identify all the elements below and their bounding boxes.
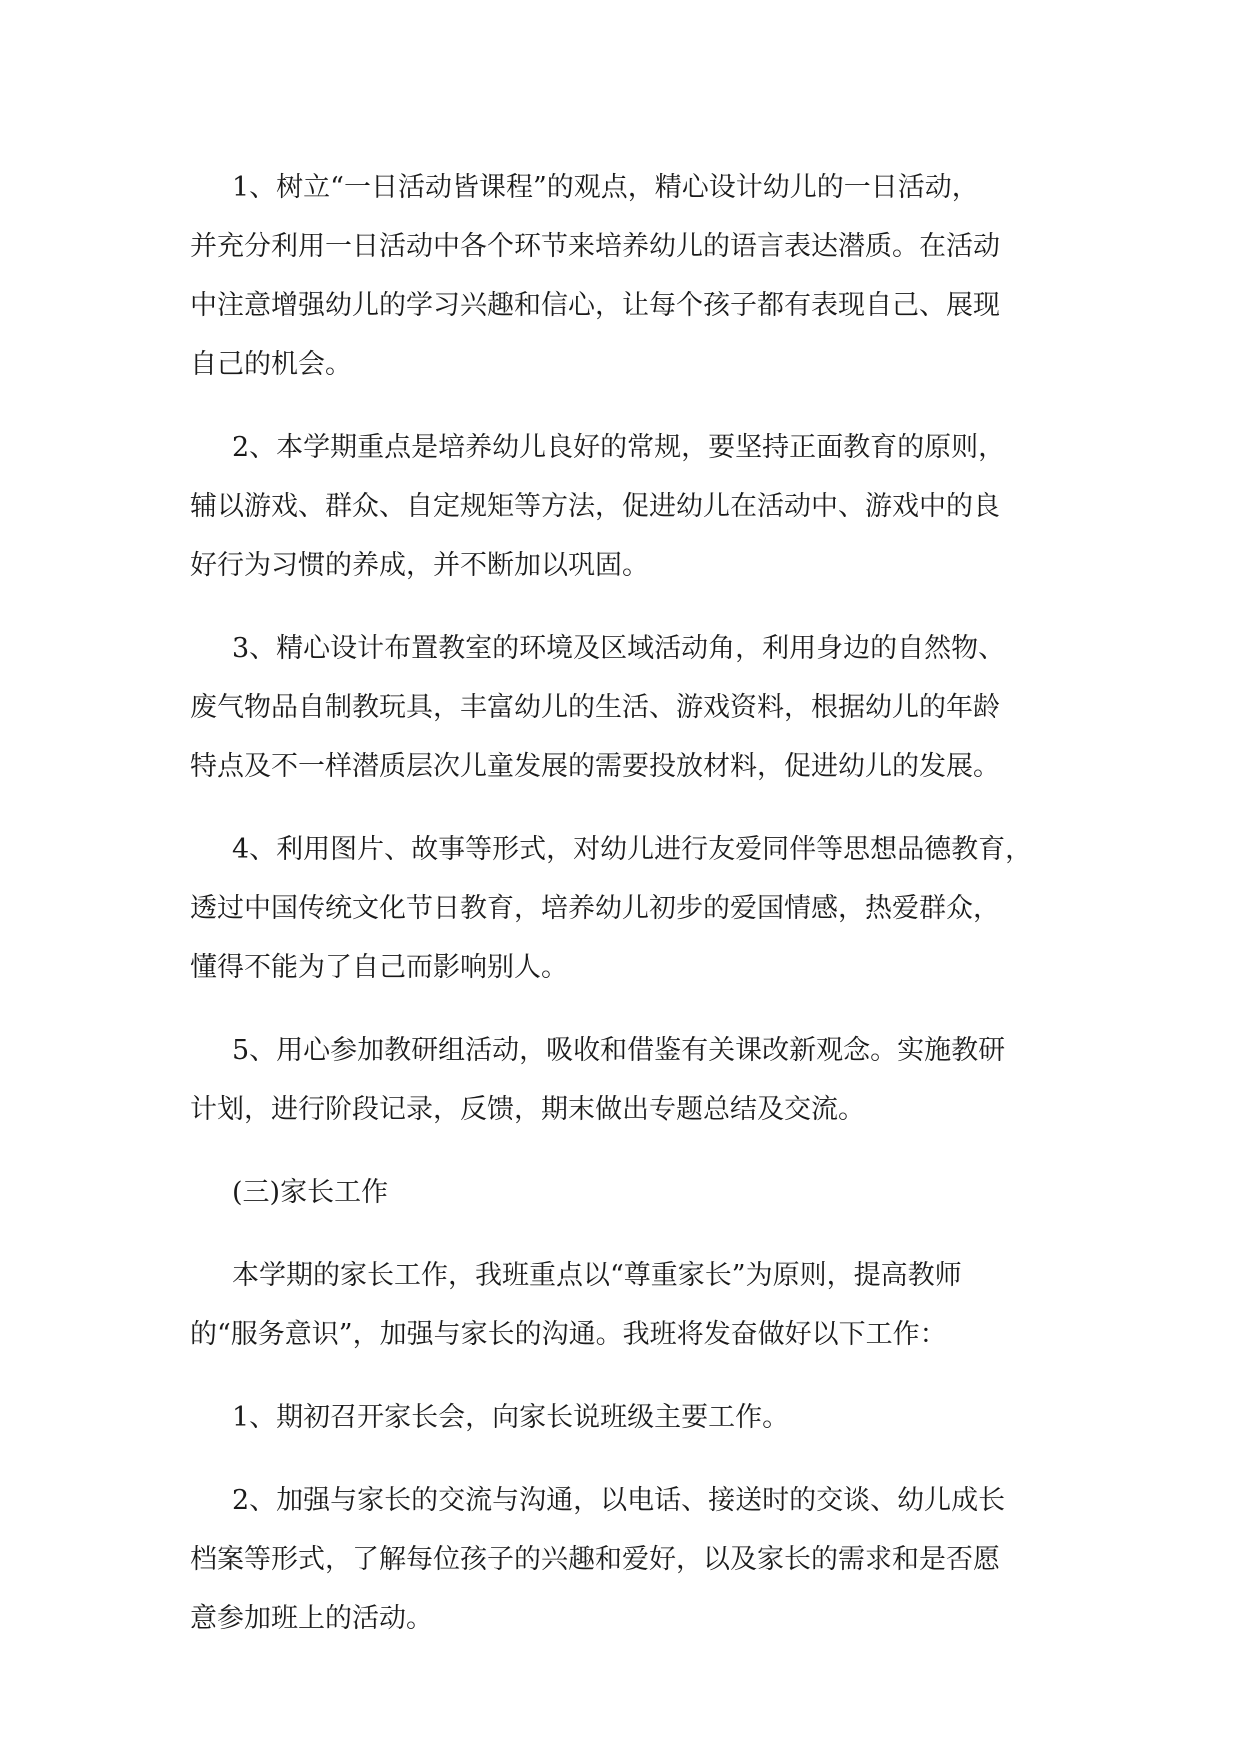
text-line: 本学期的家长工作，我班重点以“尊重家长”为原则，提高教师: [232, 1260, 962, 1291]
section-heading: (三)家长工作: [232, 1177, 389, 1208]
text-line: 好行为习惯的养成，并不断加以巩固。: [190, 550, 649, 581]
text-line: 2、本学期重点是培养幼儿良好的常规，要坚持正面教育的原则，: [232, 432, 1006, 463]
text-line: 1、期初召开家长会，向家长说班级主要工作。: [232, 1402, 790, 1433]
text-line: 计划，进行阶段记录，反馈，期末做出专题总结及交流。: [190, 1094, 865, 1125]
text-line: 3、精心设计布置教室的环境及区域活动角，利用身边的自然物、: [232, 633, 1006, 664]
text-line: 1、树立“一日活动皆课程”的观点，精心设计幼儿的一日活动，: [232, 172, 979, 203]
text-line: 透过中国传统文化节日教育，培养幼儿初步的爱国情感，热爱群众，: [190, 893, 1000, 924]
text-line: 的“服务意识”，加强与家长的沟通。我班将发奋做好以下工作：: [190, 1319, 947, 1350]
text-line: 懂得不能为了自己而影响别人。: [190, 952, 568, 983]
text-line: 自己的机会。: [190, 349, 352, 380]
text-line: 意参加班上的活动。: [190, 1603, 433, 1634]
text-line: 2、加强与家长的交流与沟通，以电话、接送时的交谈、幼儿成长: [232, 1485, 1006, 1516]
text-line: 并充分利用一日活动中各个环节来培养幼儿的语言表达潜质。在活动: [190, 231, 1000, 262]
document-body: [190, 158, 1070, 1648]
text-line: 5、用心参加教研组活动，吸收和借鉴有关课改新观念。实施教研: [232, 1035, 1006, 1066]
text-line: 特点及不一样潜质层次儿童发展的需要投放材料，促进幼儿的发展。: [190, 751, 1000, 782]
text-line: 4、利用图片、故事等形式，对幼儿进行友爱同伴等思想品德教育，: [232, 834, 1033, 865]
text-line: 辅以游戏、群众、自定规矩等方法，促进幼儿在活动中、游戏中的良: [190, 491, 1000, 522]
text-line: 档案等形式，了解每位孩子的兴趣和爱好，以及家长的需求和是否愿: [190, 1544, 1000, 1575]
text-line: 中注意增强幼儿的学习兴趣和信心，让每个孩子都有表现自己、展现: [190, 290, 1000, 321]
text-line: 废气物品自制教玩具，丰富幼儿的生活、游戏资料，根据幼儿的年龄: [190, 692, 1000, 723]
